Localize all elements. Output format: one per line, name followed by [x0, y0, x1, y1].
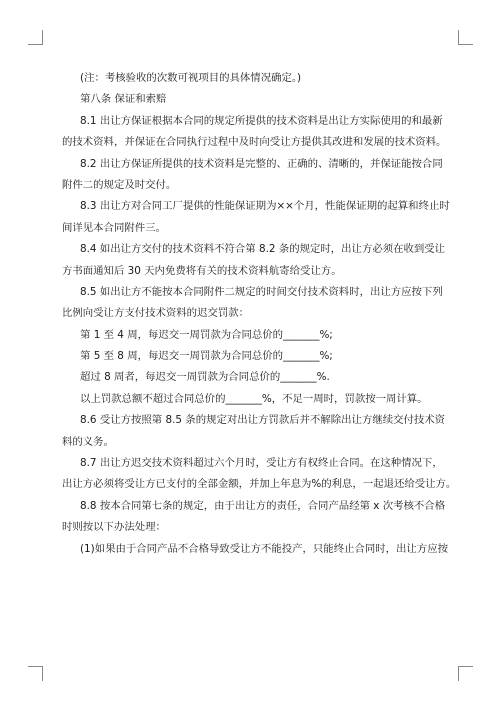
crop-mark-bottom-left: [28, 666, 43, 681]
text-line: 8.7 出让方迟交技术资料超过六个月时，受让方有权终止合同。在这种情况下，: [80, 457, 443, 470]
text-line: 8.2 出让方保证所提供的技术资料是完整的、正确的、清晰的，并保证能按合同: [80, 157, 443, 170]
text-line: 8.5 如出让方不能按本合同附件二规定的时间交付技术资料时，出让方应按下列: [80, 285, 443, 298]
text-line: 出让方必须将受让方已支付的全部金额，并加上年息为%的利息，一起退还给受让方。: [62, 478, 457, 491]
text-line: (1)如果由于合同产品不合格导致受让方不能投产，只能终止合同时，出让方应按: [80, 542, 448, 555]
text-line: (注：考核验收的次数可视项目的具体情况确定。): [80, 72, 302, 84]
text-line: 第 5 至 8 周，每迟交一周罚款为合同总价的_______%;: [80, 350, 333, 363]
text-line: 附件二的规定及时交付。: [62, 178, 177, 191]
text-line: 以上罚款总额不超过合同总价的_______%，不足一周时，罚款按一周计算。: [80, 392, 428, 405]
text-line: 8.1 出让方保证根据本合同的规定所提供的技术资料是出让方实际使用的和最新: [80, 114, 443, 127]
text-line: 8.4 如出让方交付的技术资料不符合第 8.2 条的规定时，出让方必须在收到受让: [80, 243, 446, 256]
crop-mark-top-right: [458, 30, 473, 45]
text-line: 第 1 至 4 周，每迟交一周罚款为合同总价的_______%;: [80, 328, 333, 341]
text-line: 时则按以下办法处理：: [62, 521, 166, 534]
text-line: 间详见本合同附件三。: [62, 221, 166, 234]
text-line: 8.8 按本合同第七条的规定，由于出让方的责任，合同产品经第 x 次考核不合格: [80, 499, 446, 512]
text-line: 比例向受让方支付技术资料的迟交罚款：: [62, 307, 250, 320]
document-body: [62, 68, 457, 560]
crop-mark-bottom-right: [458, 666, 473, 681]
text-line: 超过 8 周者，每迟交一周罚款为合同总价的_______%.: [80, 371, 330, 384]
text-line: 的技术资料，并保证在合同执行过程中及时向受让方提供其改进和发展的技术资料。: [62, 136, 447, 149]
text-line: 料的义务。: [62, 435, 114, 448]
crop-mark-top-left: [28, 30, 43, 45]
text-line: 8.6 受让方按照第 8.5 条的规定对出让方罚款后并不解除出让方继续交付技术资: [80, 414, 446, 427]
text-line: 第八条 保证和索赔: [80, 93, 167, 106]
text-line: 方书面通知后 30 天内免费将有关的技术资料航寄给受让方。: [62, 264, 342, 277]
text-line: 8.3 出让方对合同工厂提供的性能保证期为××个月，性能保证期的起算和终止时: [80, 200, 450, 213]
